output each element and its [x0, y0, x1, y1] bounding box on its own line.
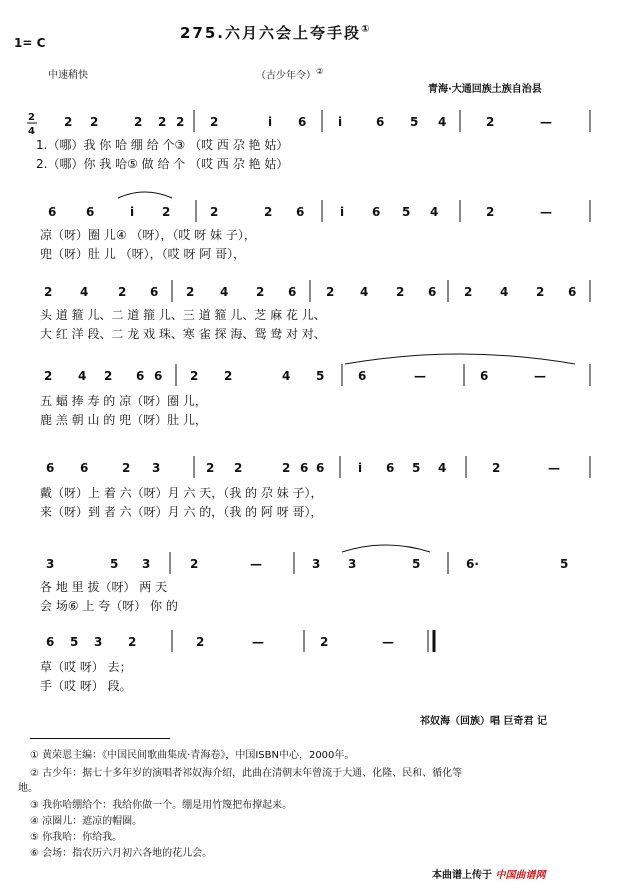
- footnote-2: ② 古少年：据七十多年岁的演唱者祁奴海介绍，此曲在清朝末年曾流于大通、化隆、民和、循化等: [30, 768, 463, 779]
- svg-text:4: 4: [438, 461, 447, 475]
- svg-text:6: 6: [46, 461, 55, 475]
- lyric-line-1-2: 2.（哪）你 我 哈⑤ 做 给 个 （哎 西 尕 艳 姑）: [36, 157, 289, 171]
- svg-text:6: 6: [150, 285, 159, 299]
- svg-text:—: —: [548, 461, 560, 475]
- svg-text:6: 6: [86, 205, 95, 219]
- svg-text:5: 5: [316, 369, 325, 383]
- lyric-line-2-1: 凉（呀）圈 儿④ （呀），（哎 呀 妹 子），: [40, 228, 256, 242]
- lyric-line-5-1: 戴（呀）上 着 六（呀）月 六 天，（我 的 尕 妹 子），: [40, 486, 323, 500]
- lyric-line-2-2: 兜（呀）肚 儿 （呀），（哎 呀 阿 哥），: [40, 247, 246, 261]
- svg-text:2: 2: [282, 461, 291, 475]
- svg-text:2: 2: [158, 115, 167, 129]
- footnote-5: ⑤ 你我哈：你给我。: [30, 832, 123, 843]
- svg-text:2: 2: [44, 369, 53, 383]
- system-4-notes: [44, 354, 590, 386]
- lyric-line-3-2: 大 红 洋 段、二 龙 戏 珠、寒 雀 探 海、鸳 鸯 对 对、: [40, 327, 326, 341]
- lyric-line-4-1: 五 蝠 捧 寿 的 凉（呀）圈 儿，: [40, 394, 207, 408]
- svg-text:—: —: [540, 205, 552, 219]
- svg-text:6: 6: [372, 205, 381, 219]
- svg-text:i: i: [268, 115, 273, 129]
- svg-text:6: 6: [288, 285, 297, 299]
- svg-text:4: 4: [80, 285, 89, 299]
- title-footnote-mark: ①: [361, 24, 372, 35]
- svg-text:2: 2: [196, 635, 205, 649]
- upload-notice: [432, 866, 545, 881]
- footnote-6: ⑥ 会场：指农历六月初六各地的花儿会。: [30, 848, 213, 859]
- svg-text:2: 2: [210, 115, 219, 129]
- svg-text:4: 4: [360, 285, 369, 299]
- lyric-line-1-1: 1.（哪）我 你 哈 绷 给 个③ （哎 西 尕 艳 姑）: [36, 138, 289, 152]
- svg-text:4: 4: [500, 285, 509, 299]
- svg-text:—: —: [250, 557, 262, 571]
- svg-text:4: 4: [220, 285, 229, 299]
- svg-text:2: 2: [104, 369, 113, 383]
- svg-text:6: 6: [46, 635, 55, 649]
- upload-notice-text: 本曲谱上传于: [432, 870, 492, 881]
- footnote-4: ④ 凉圈儿：遮凉的帽圈。: [30, 816, 143, 827]
- svg-text:5: 5: [412, 557, 421, 571]
- subtitle-footnote-mark: ②: [316, 66, 324, 76]
- svg-text:5: 5: [412, 461, 421, 475]
- svg-text:5: 5: [410, 115, 419, 129]
- svg-text:2: 2: [486, 115, 495, 129]
- svg-text:2: 2: [320, 635, 329, 649]
- lyric-line-6-1: 各 地 里 拔（呀） 两 天: [40, 580, 168, 594]
- svg-text:2: 2: [190, 369, 199, 383]
- svg-text:6: 6: [428, 285, 437, 299]
- svg-text:2: 2: [64, 115, 73, 129]
- key-signature: 1= C: [14, 36, 46, 50]
- system-5-notes: [46, 456, 590, 478]
- footnote-3: ③ 我你哈绷给个：我给你做一个。绷是用竹篾把布撑起来。: [30, 800, 293, 811]
- svg-text:6: 6: [480, 369, 489, 383]
- svg-text:6·: 6·: [466, 557, 479, 571]
- site-logo[interactable]: 中国曲谱网: [495, 870, 546, 881]
- svg-text:2: 2: [536, 285, 545, 299]
- svg-text:3: 3: [46, 557, 55, 571]
- svg-text:2: 2: [234, 461, 243, 475]
- svg-text:6: 6: [316, 461, 325, 475]
- lyric-line-6-2: 会 场⑥ 上 夸（呀） 你 的: [40, 599, 178, 613]
- svg-text:5: 5: [402, 205, 411, 219]
- svg-text:6: 6: [386, 461, 395, 475]
- svg-text:2: 2: [128, 635, 137, 649]
- svg-text:2: 2: [162, 205, 171, 219]
- svg-text:6: 6: [80, 461, 89, 475]
- system-7-notes: [46, 630, 434, 652]
- svg-text:6: 6: [568, 285, 577, 299]
- svg-text:5: 5: [110, 557, 119, 571]
- svg-text:2: 2: [256, 285, 265, 299]
- svg-text:3: 3: [152, 461, 161, 475]
- svg-text:3: 3: [94, 635, 103, 649]
- svg-text:2: 2: [118, 285, 127, 299]
- song-title-text: 275.六月六会上夸手段: [180, 24, 362, 42]
- svg-text:2: 2: [186, 285, 195, 299]
- subtitle-text: （古少年令）: [256, 70, 316, 82]
- svg-text:—: —: [414, 369, 426, 383]
- svg-text:2: 2: [326, 285, 335, 299]
- svg-text:i: i: [340, 205, 345, 219]
- svg-text:6: 6: [298, 115, 307, 129]
- lyric-line-5-2: 来（呀）到 者 六（呀）月 六 的，（我 的 阿 呀 哥），: [40, 505, 323, 519]
- svg-text:2: 2: [90, 115, 99, 129]
- svg-text:2: 2: [396, 285, 405, 299]
- svg-text:2: 2: [176, 115, 185, 129]
- svg-text:2: 2: [210, 205, 219, 219]
- region-label: 青海·大通回族土族自治县: [428, 84, 542, 95]
- svg-text:2: 2: [464, 285, 473, 299]
- svg-text:2: 2: [122, 461, 131, 475]
- svg-text:3: 3: [312, 557, 321, 571]
- svg-text:4: 4: [78, 369, 87, 383]
- lyric-line-4-2: 鹿 羔 朝 山 的 兜（呀）肚 儿，: [40, 413, 207, 427]
- svg-text:2: 2: [206, 461, 215, 475]
- svg-text:i: i: [338, 115, 343, 129]
- lyric-line-7-2: 手（哎 呀） 段。: [40, 679, 132, 693]
- footnote-2-cont: 地。: [18, 783, 38, 794]
- lyric-line-7-1: 草（哎 呀） 去；: [40, 660, 132, 674]
- system-1-notes: [27, 110, 590, 137]
- svg-text:2: 2: [492, 461, 501, 475]
- svg-text:3: 3: [142, 557, 151, 571]
- svg-text:2: 2: [224, 369, 233, 383]
- svg-text:—: —: [252, 635, 264, 649]
- svg-text:4: 4: [438, 115, 447, 129]
- svg-text:i: i: [130, 205, 135, 219]
- svg-text:2: 2: [190, 557, 199, 571]
- svg-text:6: 6: [296, 205, 305, 219]
- svg-text:6: 6: [376, 115, 385, 129]
- svg-text:2: 2: [44, 285, 53, 299]
- svg-text:6: 6: [48, 205, 57, 219]
- footnote-divider: [30, 738, 170, 739]
- system-3-notes: [44, 280, 590, 302]
- performer-credit: 祁奴海（回族）唱 巨奇君 记: [420, 716, 547, 727]
- svg-text:5: 5: [70, 635, 79, 649]
- svg-text:—: —: [540, 115, 552, 129]
- svg-text:i: i: [358, 461, 363, 475]
- system-6-notes: [46, 545, 568, 574]
- svg-text:6: 6: [300, 461, 309, 475]
- svg-text:4: 4: [430, 205, 439, 219]
- svg-text:2: 2: [134, 115, 143, 129]
- svg-text:4: 4: [282, 369, 291, 383]
- svg-text:2: 2: [264, 205, 273, 219]
- svg-text:6: 6: [154, 369, 163, 383]
- svg-text:6: 6: [358, 369, 367, 383]
- svg-text:2: 2: [28, 112, 35, 123]
- svg-text:5: 5: [560, 557, 569, 571]
- footnote-1: ① 黄荣恩主编：《中国民间歌曲集成·青海卷》，中国ISBN中心，2000年。: [30, 750, 355, 761]
- svg-text:3: 3: [348, 557, 357, 571]
- system-2-notes: [48, 192, 590, 222]
- lyric-line-3-1: 头 道 箍 儿、二 道 箍 儿、三 道 箍 儿、芝 麻 花 儿、: [40, 308, 326, 322]
- svg-text:—: —: [382, 635, 394, 649]
- svg-text:6: 6: [136, 369, 145, 383]
- tempo-marking: 中速稍快: [48, 70, 88, 81]
- svg-text:4: 4: [28, 126, 35, 137]
- svg-text:2: 2: [486, 205, 495, 219]
- svg-text:—: —: [534, 369, 546, 383]
